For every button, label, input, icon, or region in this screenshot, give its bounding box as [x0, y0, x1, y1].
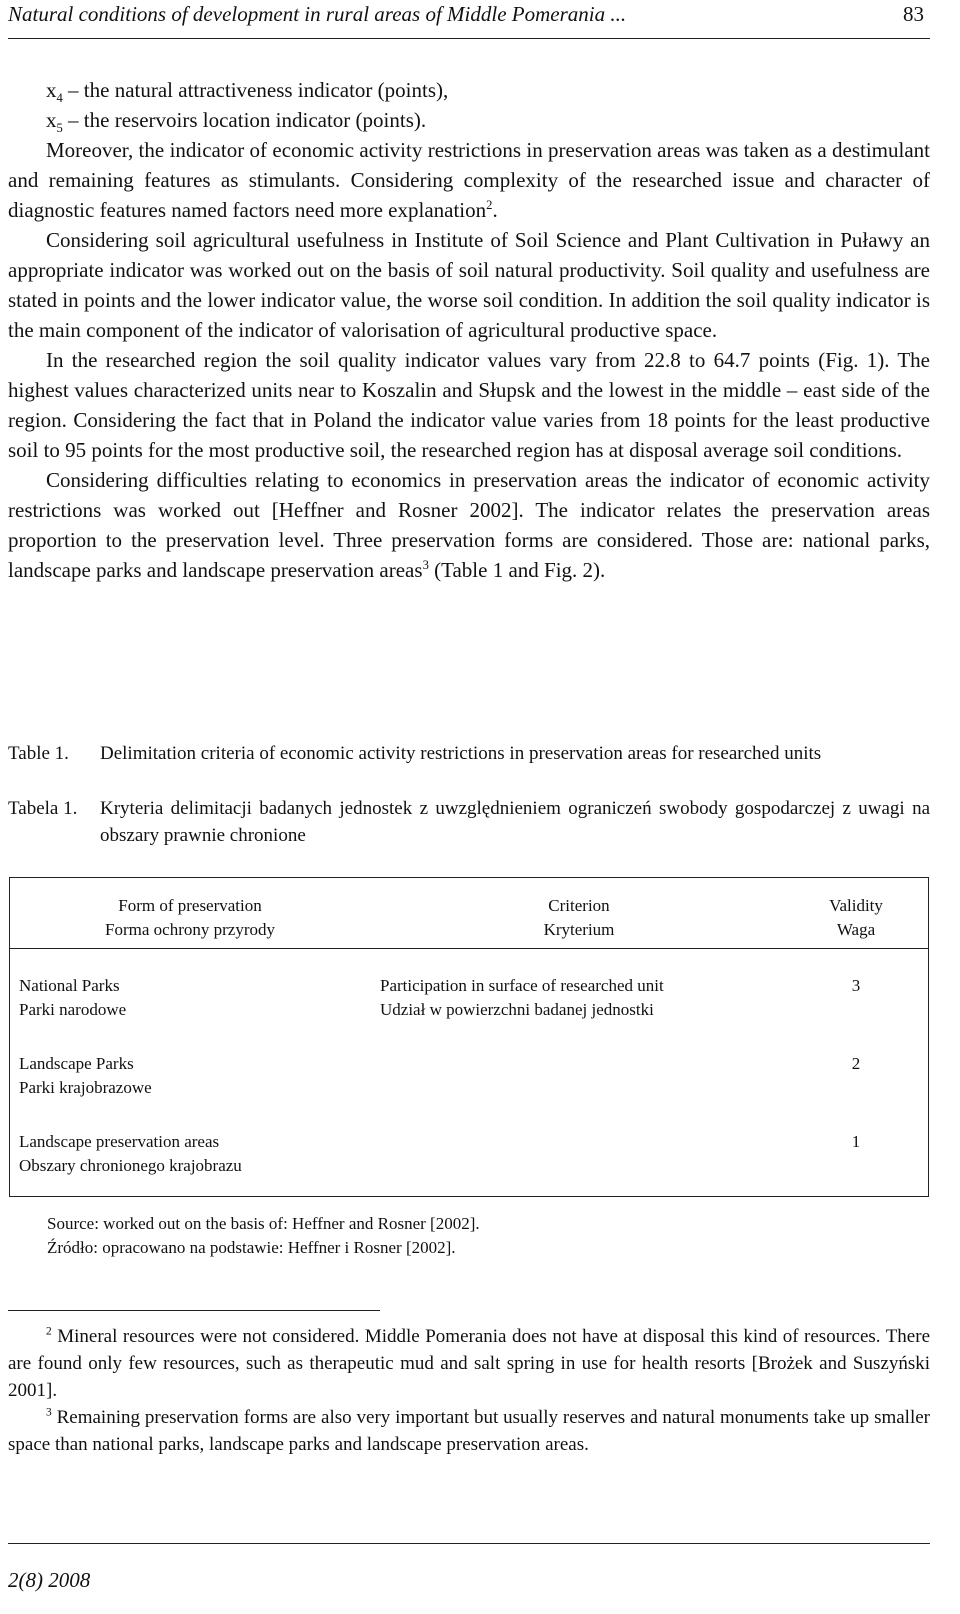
var-description: – the natural attractiveness indicator (points), — [62, 78, 449, 102]
table-row-form: National Parks Parki narodowe — [19, 976, 127, 1019]
table-header-rule — [10, 948, 928, 949]
table-caption-text: Delimitation criteria of economic activity restrictions in preservation areas for researched units — [100, 743, 822, 764]
table-caption-pl — [8, 795, 930, 849]
footer-rule — [8, 1543, 930, 1544]
table-header-validity: Validity Waga — [829, 896, 883, 939]
var-symbol: x — [46, 108, 57, 132]
footnote-ref-3: 3 — [422, 558, 429, 572]
paragraph-4: Considering difficulties relating to economics in preservation areas the indicator of economic activity restrictions was worked out [Heffner and Rosner 2002]. The indicator relates the preservation areas proportion to the preservation level. Three preservation forms are considered. Those are: national parks, landscape parks and landscape preservation areas$^3$ (Table 1 and Fig. 2). — [8, 468, 930, 582]
footnote-2: $^2$ Mineral resources were not considered. Middle Pomerania does not have at disposal this kind of resources. There are found only few resources, such as therapeutic mud and salt spring in use for health resorts [Brożek and Suszyński 2001]. — [8, 1325, 930, 1401]
journal-issue: 2(8) 2008 — [8, 1568, 91, 1592]
table-row-criterion: Participation in surface of researched unit Udział w powierzchni badanej jednostki — [380, 976, 664, 1019]
footnote-rule — [8, 1310, 380, 1311]
table-row-weight: 2 — [851, 1054, 861, 1073]
table-caption-text: Kryteria delimitacji badanych jednostek z uwzględnieniem ograniczeń swobody gospodarczej z uwagi na obszary prawnie chronione — [100, 798, 930, 846]
paragraph-3: In the researched region the soil quality indicator values vary from 22.8 to 64.7 points (Fig. 1). The highest values characterized units near to Koszalin and Słupsk and the lowest in the middle – east side of the region. Considering the fact that in Poland the indicator value varies from 18 points for the least productive soil to 95 points for the most productive soil, the researched region has at disposal average soil conditions. — [8, 348, 930, 462]
var-symbol: x — [46, 78, 57, 102]
source-en: Source: worked out on the basis of: Heffner and Rosner [2002]. — [47, 1214, 480, 1233]
preservation-table — [9, 877, 929, 1197]
table-header-criterion: Criterion Kryterium — [543, 896, 615, 939]
footnote-ref-2: 2 — [486, 198, 493, 212]
var-subscript: 5 — [56, 121, 63, 136]
running-title: Natural conditions of development in rural areas of Middle Pomerania ... — [8, 2, 627, 26]
table-row-weight: 1 — [851, 1132, 861, 1151]
table-row-form: Landscape Parks Parki krajobrazowe — [19, 1054, 152, 1097]
table-header-form: Form of preservation Forma ochrony przyrody — [105, 896, 275, 939]
var-description: – the reservoirs location indicator (points). — [62, 108, 427, 132]
table-row-weight: 3 — [851, 976, 861, 995]
source-pl: Źródło: opracowano na podstawie: Heffner i Rosner [2002]. — [47, 1238, 456, 1257]
table-caption-label: Table 1. — [8, 743, 69, 764]
table-caption-en — [8, 740, 930, 767]
paragraph-2: Considering soil agricultural usefulness in Institute of Soil Science and Plant Cultivation in Puławy an appropriate indicator was worked out on the basis of soil natural productivity. Soil quality and usefulness are stated in points and the lower indicator value, the worse soil condition. In addition the soil quality indicator is the main component of the indicator of valorisation of agricultural productive space. — [8, 228, 930, 342]
var-subscript: 4 — [56, 91, 63, 106]
body-text — [8, 75, 930, 585]
running-header — [8, 0, 930, 39]
footnotes — [8, 1323, 930, 1458]
footnote-3: $^3$ Remaining preservation forms are also very important but usually reserves and natural monuments take up smaller space than national parks, landscape parks and landscape preservation areas. — [8, 1406, 930, 1455]
table-caption-label: Tabela 1. — [8, 798, 78, 819]
paragraph-1: Moreover, the indicator of economic activity restrictions in preservation areas was taken as a destimulant and remaining features as stimulants. Considering complexity of the researched issue and character of diagnostic features named factors need more explanation$^2$. — [8, 138, 930, 222]
footnote-mark: 3 — [46, 1406, 52, 1419]
page-number: 83 — [903, 2, 924, 26]
variable-x4 — [8, 75, 930, 105]
table-source — [47, 1212, 480, 1260]
table-row-form: Landscape preservation areas Obszary chronionego krajobrazu — [19, 1132, 242, 1175]
variable-x5 — [8, 105, 930, 135]
footnote-mark: 2 — [46, 1325, 52, 1338]
